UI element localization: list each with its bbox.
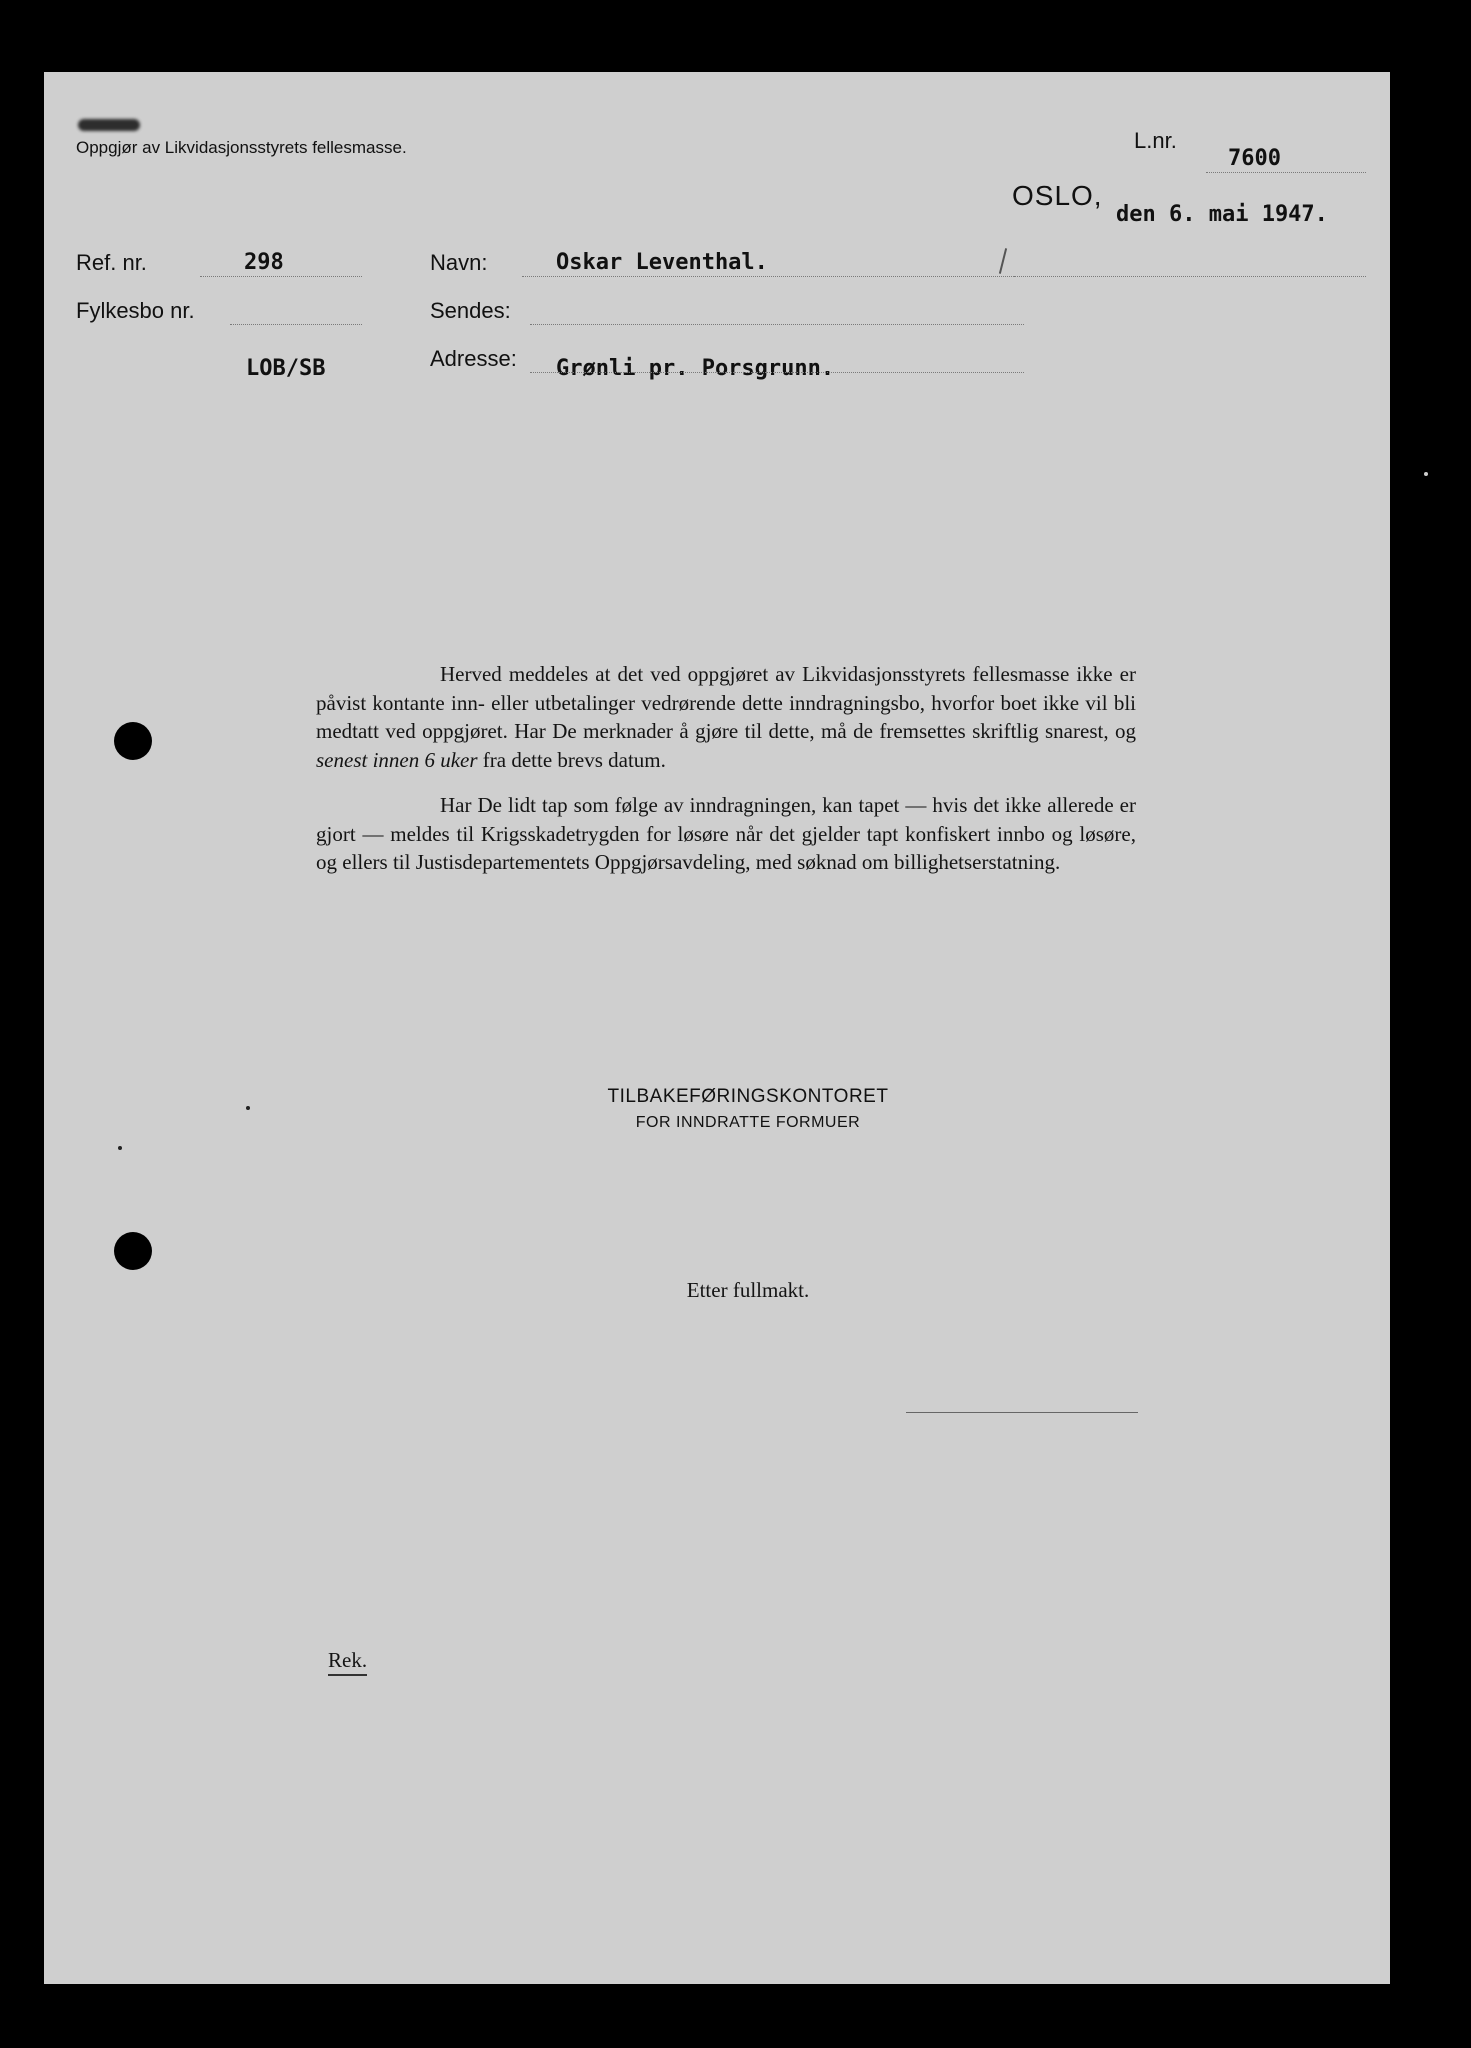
navn-dotline-extension <box>1014 276 1366 277</box>
navn-label: Navn: <box>430 250 488 275</box>
ref-label: Ref. nr. <box>76 250 147 275</box>
adresse-value: Grønli pr. Porsgrunn. <box>556 356 835 381</box>
lnr-dotline <box>1206 172 1366 173</box>
fylkesbo-dotline <box>230 324 362 325</box>
sendes-dotline <box>530 324 1024 325</box>
body-paragraph-2: Har De lidt tap som følge av inndragningen, kan tapet — hvis det ikke allerede er gjort — meldes til Krigsskadetrygden for løsøre når det gjelder tapt konfiskert innbo og løsøre, og ellers til Justisdepartementets Oppgjørsavdeling, med søknad om billighetserstatning. <box>316 793 1136 874</box>
navn-dotline <box>522 276 1024 277</box>
office-subtitle: FOR INNDRATTE FORMUER <box>635 1114 861 1131</box>
letter-date: den 6. mai 1947. <box>1116 202 1328 227</box>
authority-line: Etter fullmakt. <box>686 1278 810 1302</box>
fylkesbo-label: Fylkesbo nr. <box>76 298 195 323</box>
punch-hole-bottom <box>114 1232 152 1270</box>
punch-hole-top <box>114 722 152 760</box>
paper-speck <box>246 1106 250 1110</box>
scan-speck <box>1424 472 1428 476</box>
sendes-label: Sendes: <box>430 298 511 323</box>
lnr-value: 7600 <box>1228 146 1281 171</box>
reference-initials: LOB/SB <box>246 356 326 381</box>
document-title: Oppgjør av Likvidasjonsstyrets fellesmasse. <box>76 138 407 157</box>
rek-label: Rek. <box>328 1648 367 1676</box>
body-paragraph-1-end: fra dette brevs datum. <box>482 747 666 772</box>
navn-value: Oskar Leventhal. <box>556 250 768 275</box>
body-paragraph-1 <box>316 660 1136 774</box>
ref-dotline <box>200 276 362 277</box>
pen-mark <box>999 248 1007 274</box>
signature-line <box>906 1412 1138 1413</box>
adresse-dotline <box>530 372 1024 373</box>
document-sheet <box>44 72 1390 1984</box>
ink-blot <box>78 119 140 131</box>
body-paragraph-1-text: Herved meddeles at det ved oppgjøret av Likvidasjonsstyrets fellesmasse ikke er påvist kontante inn- eller utbetalinger vedrørende dette inndragningsbo, hvorfor boet ikke vil bli medtatt ved oppgjøret. Har De merknader å gjøre til dette, må de fremsettes skriftlig snarest, og <box>316 662 1136 743</box>
adresse-label: Adresse: <box>430 346 517 371</box>
office-name: TILBAKEFØRINGSKONTORET <box>607 1086 889 1107</box>
paper-speck <box>118 1146 122 1150</box>
ref-value: 298 <box>244 250 284 275</box>
city-label: OSLO, <box>1012 180 1103 211</box>
deadline-emphasis: senest innen 6 uker <box>316 747 478 772</box>
lnr-label: L.nr. <box>1134 128 1177 153</box>
letter-body <box>316 660 1136 894</box>
rek-wrapper <box>328 1648 367 1673</box>
